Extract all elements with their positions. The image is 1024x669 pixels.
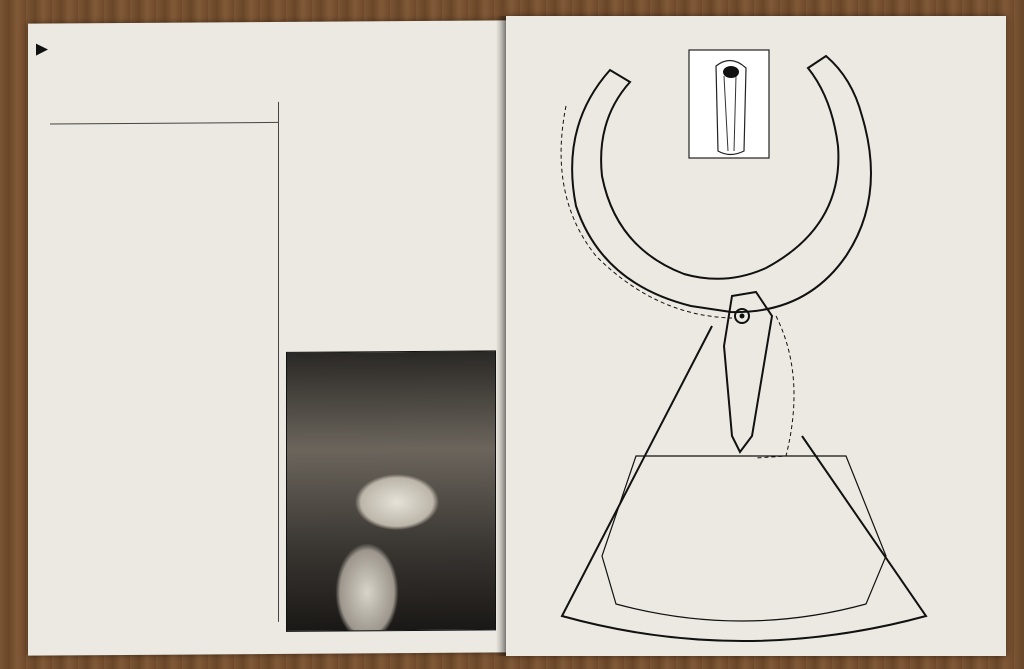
table-title [68,134,248,135]
scale-sector [562,326,926,641]
how-heading [290,154,500,155]
column-divider [278,102,279,622]
left-page [28,20,506,655]
tibiascope-photo [286,350,496,631]
pointer-dashed [756,316,794,458]
pivot-center [740,314,745,319]
how-text [290,154,500,155]
divider [50,122,278,125]
arrow-marker-icon [36,44,48,56]
article-subtitle [290,123,410,124]
inset-ankle [723,66,739,78]
article-body [290,150,500,155]
intro-column-2 [174,32,286,33]
table-header [70,200,278,210]
intro-column-1 [50,33,152,34]
scale-grid-frame [602,456,886,621]
tibiascope-diagram [506,16,1006,656]
right-page [506,16,1006,656]
